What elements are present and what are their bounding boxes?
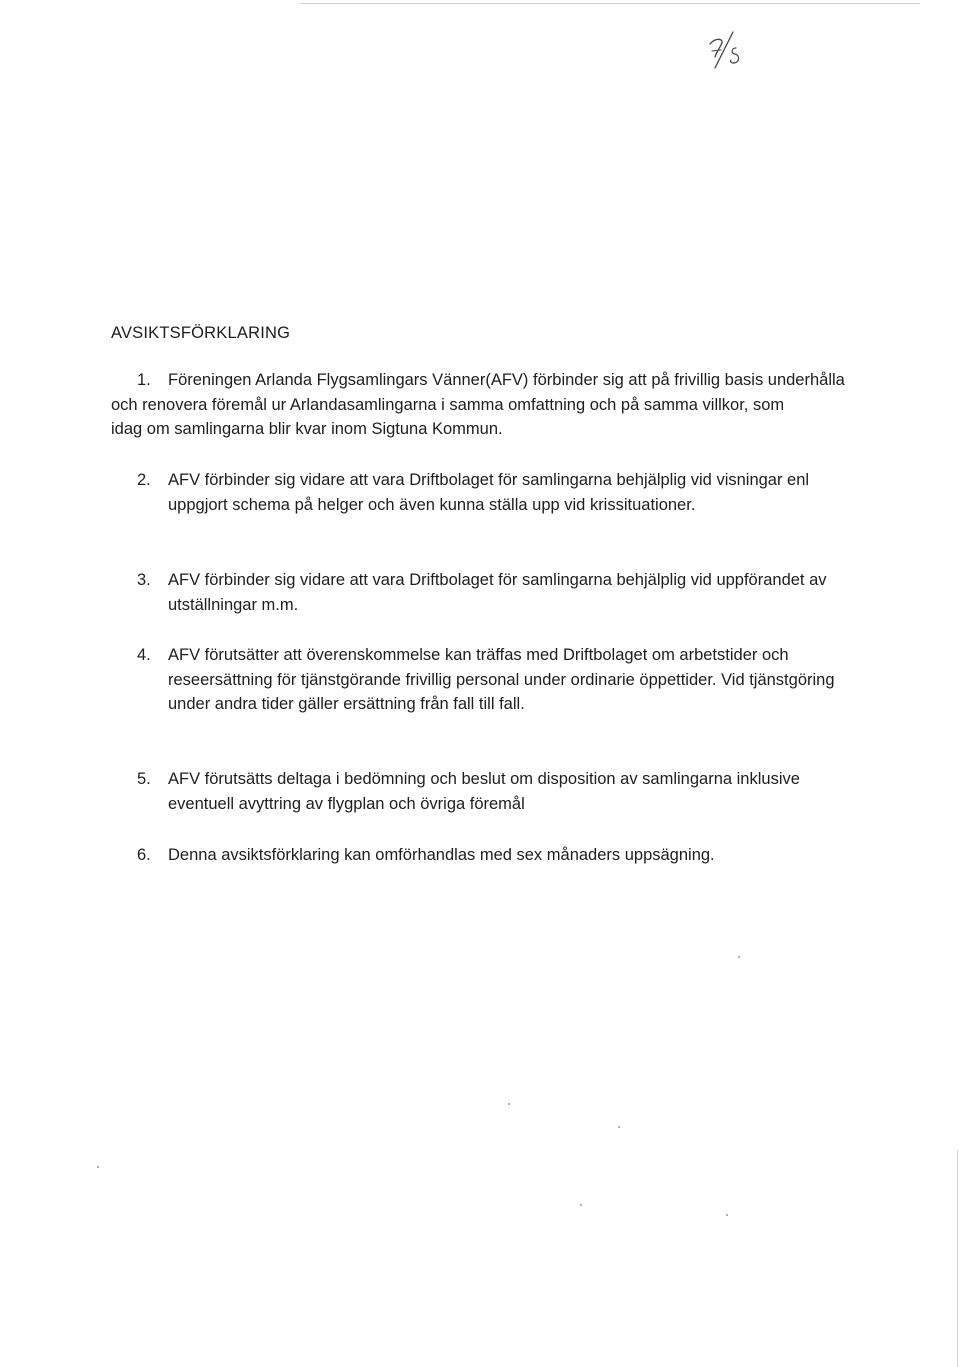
scan-speck (738, 956, 740, 958)
item-text: AFV förutsätts deltaga i bedömning och beslut om disposition av samlingarna inklusive eventuell avyttring av flygplan och övriga föremål (168, 770, 800, 813)
list-item (111, 368, 891, 442)
item-number: 1. (137, 371, 151, 389)
scan-edge-top (300, 3, 920, 4)
item-text: AFV förutsätter att överenskommelse kan träffas med Driftbolaget om arbetstider och reseersättning för tjänstgörande frivillig personal under ordinarie öppettider. Vid tjänstgöring under andra tider gäller ersättning från fall till fall. (168, 646, 835, 713)
item-text: Föreningen Arlanda Flygsamlingars Vänner(AFV) förbinder sig att på frivillig basis underhålla och renovera föremål ur Arlandasamlingarna i samma omfattning och på samma villkor, som idag om samlingarna blir kvar inom Sigtuna Kommun. (111, 371, 845, 438)
item-text: Denna avsiktsförklaring kan omförhandlas med sex månaders uppsägning. (168, 846, 715, 864)
item-number: 3. (137, 571, 151, 589)
item-text: AFV förbinder sig vidare att vara Driftbolaget för samlingarna behjälplig vid uppförandet av utställningar m.m. (168, 571, 827, 614)
list-item (111, 767, 891, 816)
scan-edge-right (957, 1150, 958, 1367)
scan-speck (97, 1166, 99, 1168)
scan-speck (726, 1214, 728, 1216)
scan-speck (618, 1126, 620, 1128)
scan-speck (580, 1204, 582, 1206)
item-number: 5. (137, 770, 151, 788)
item-number: 6. (137, 846, 151, 864)
handwritten-page-mark (706, 28, 746, 72)
list-item (111, 843, 891, 868)
document-title: AVSIKTSFÖRKLARING (111, 324, 291, 342)
item-number: 4. (137, 646, 151, 664)
list-item (111, 468, 891, 517)
list-item (111, 568, 891, 617)
item-number: 2. (137, 471, 151, 489)
list-item (111, 643, 891, 717)
item-text: AFV förbinder sig vidare att vara Driftbolaget för samlingarna behjälplig vid visningar enl uppgjort schema på helger och även kunna ställa upp vid krissituationer. (168, 471, 810, 514)
scan-speck (508, 1103, 510, 1105)
